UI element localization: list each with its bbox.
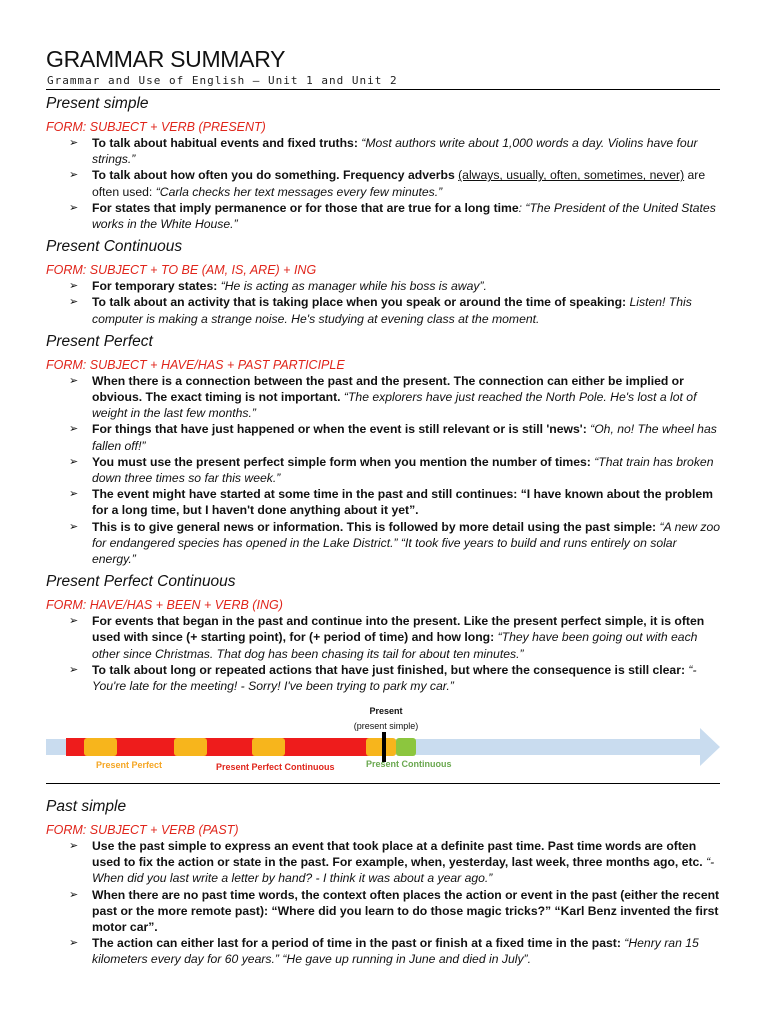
lower-content (46, 797, 720, 968)
bullet-example: “They have been going out with each other since Christmas. That dog has been chasing its tail for about ten minutes.” (92, 630, 698, 661)
form-present-continuous: FORM: SUBJECT + TO BE (AM, IS, ARE) + ING (46, 263, 317, 278)
legend-present-continuous: Present Continuous (366, 759, 452, 769)
arrow-bullet-icon: ➢ (69, 374, 79, 387)
bullet-example: Listen! This computer is making a strange noise. He's studying at evening class at the moment. (92, 295, 692, 326)
bullet-bold-text: For states that imply permanence or for those that are true for a long time (92, 200, 519, 215)
list-item (46, 454, 720, 486)
header-rule (46, 89, 720, 90)
timeline-yellow-segment (174, 738, 207, 756)
bullet-example: “A new zoo for endangered species has opened in the Lake District.” “It took five years to build and runs entirely on solar energy.” (92, 519, 721, 567)
timeline-bar (46, 728, 720, 778)
list-item (46, 421, 720, 453)
bullet-bold-text: When there are no past time words, the context often places the action or event in the past (either the recent past or the more remote past): (92, 887, 720, 918)
arrow-bullet-icon: ➢ (69, 488, 79, 501)
page-title: GRAMMAR SUMMARY (46, 46, 286, 72)
form-present-simple: FORM: SUBJECT + VERB (PRESENT) (46, 120, 266, 134)
list-item (46, 486, 720, 518)
bullet-bold-text: To talk about long or repeated actions that have just finished, but where the consequence is still clear: (92, 662, 686, 677)
timeline-present-marker (382, 732, 386, 762)
bullet-example: “I have known about the problem for a long time, but I haven't done anything about it yet”. (92, 487, 713, 518)
list-item (46, 373, 720, 422)
arrow-bullet-icon: ➢ (69, 520, 79, 533)
arrow-bullet-icon: ➢ (69, 296, 79, 309)
list-item (46, 519, 720, 568)
bullet-bold-text: To talk about how often you do something. Frequency adverbs (92, 168, 455, 183)
bullet-example: “He is acting as manager while his boss is away”. (220, 279, 487, 294)
timeline-present-label: Present (369, 706, 403, 716)
bullet-bold-text: This is to give general news or information. This is followed by more detail using the past simple: (92, 519, 657, 534)
bullet-bold-text: The event might have started at some time in the past and still continues: (92, 487, 518, 502)
arrow-bullet-icon: ➢ (69, 423, 79, 436)
arrow-bullet-icon: ➢ (69, 888, 79, 901)
timeline-present-sublabel: (present simple) (353, 721, 419, 731)
bullet-text: are often used: (92, 168, 706, 199)
arrow-bullet-icon: ➢ (69, 137, 79, 149)
list-item (46, 135, 720, 167)
timeline-yellow-segment (84, 738, 117, 756)
section-divider (46, 783, 720, 784)
list-item (46, 935, 720, 967)
list-item (46, 838, 720, 887)
timeline-yellow-segment (252, 738, 285, 756)
arrow-bullet-icon: ➢ (69, 169, 79, 182)
section-title-present-continuous: Present Continuous (46, 238, 183, 256)
bullets-past-simple (46, 838, 720, 968)
bullet-bold-text: For things that have just happened or when the event is still relevant or is still 'news': (92, 422, 587, 437)
bullet-example: “Henry ran 15 kilometers every day for 60 years.” “He gave up running in June and died in July”. (92, 936, 699, 967)
timeline-green-segment (396, 738, 416, 756)
bullet-bold-text: To talk about habitual events and fixed truths: (92, 136, 358, 150)
bullet-example: “- When did you last write a letter by hand? - I think it was about a year ago.” (92, 855, 715, 886)
form-present-perfect-continuous: FORM: HAVE/HAS + BEEN + VERB (ING) (46, 598, 283, 613)
bullet-bold-text: To talk about an activity that is taking place when you speak or around the time of speaking: (92, 295, 627, 310)
bullets-present-continuous (46, 278, 720, 327)
section-title-past-simple: Past simple (46, 798, 127, 815)
bullet-bold-text: For events that began in the past and continue into the present. Like the present perfect simple, it is often used with since (+ starting point), for (+ period of time) and how long: (92, 614, 705, 645)
list-item (46, 278, 720, 294)
list-item (46, 200, 720, 232)
bullet-example: : “The President of the United States works in the White House.” (92, 200, 716, 232)
arrow-bullet-icon: ➢ (69, 615, 79, 628)
bullet-bold-text: Use the past simple to express an event that took place at a definite past time. Past time words are often used to fix the action or state in the past. For example, when, yesterday, last week, three months ago, etc. (92, 839, 703, 870)
bullets-present-perfect-continuous (46, 613, 720, 694)
bullet-example: “That train has broken down three times so far this week.” (92, 454, 714, 486)
bullet-example: “The explorers have just reached the North Pole. He's lost a lot of weight in the last few months.” (92, 390, 697, 421)
bullet-underlined-text: (always, usually, often, sometimes, never) (458, 168, 685, 183)
arrow-bullet-icon: ➢ (69, 455, 79, 468)
bullet-example: “Most authors write about 1,000 words a day. Violins have four strings.” (92, 136, 698, 167)
upper-content (46, 94, 720, 694)
bullet-bold-text: The action can either last for a period of time in the past or finish at a fixed time in the past: (92, 936, 621, 951)
bullet-example: “- You're late for the meeting! - Sorry! I've been trying to park my car.” (92, 662, 697, 694)
bullet-example: “Carla checks her text messages every few minutes.” (155, 184, 443, 199)
section-title-present-perfect-continuous: Present Perfect Continuous (46, 573, 236, 591)
timeline-yellow-segment (366, 738, 396, 756)
arrow-bullet-icon: ➢ (69, 201, 79, 214)
form-present-perfect: FORM: SUBJECT + HAVE/HAS + PAST PARTICIPLE (46, 357, 345, 372)
list-item (46, 613, 720, 662)
bullet-example: “Where did you learn to do those magic tricks?” “Karl Benz invented the first motor car”. (92, 903, 719, 935)
section-title-present-simple: Present simple (46, 95, 149, 112)
bullet-example: “Oh, no! The wheel has fallen off!” (92, 422, 717, 453)
arrow-bullet-icon: ➢ (69, 937, 79, 950)
bullets-present-perfect (46, 373, 720, 567)
list-item (46, 294, 720, 326)
list-item (46, 167, 720, 199)
arrow-bullet-icon: ➢ (69, 280, 79, 293)
arrow-bullet-icon: ➢ (69, 840, 79, 852)
list-item (46, 662, 720, 694)
bullet-bold-text: When there is a connection between the past and the present. The connection can either be implied or obvious. The exact timing is not important. (92, 373, 684, 405)
bullet-bold-text: You must use the present perfect simple form when you mention the number of times: (92, 454, 591, 469)
legend-present-perfect-continuous: Present Perfect Continuous (216, 762, 335, 772)
page-subtitle: Grammar and Use of English – Unit 1 and Unit 2 (47, 74, 398, 87)
bullet-bold-text: For temporary states: (92, 279, 218, 294)
list-item (46, 887, 720, 936)
legend-present-perfect: Present Perfect (96, 760, 163, 770)
tense-timeline (46, 700, 720, 780)
bullets-present-simple (46, 135, 720, 232)
arrow-bullet-icon: ➢ (69, 663, 79, 676)
section-title-present-perfect: Present Perfect (46, 332, 153, 350)
form-past-simple: FORM: SUBJECT + VERB (PAST) (46, 823, 239, 837)
